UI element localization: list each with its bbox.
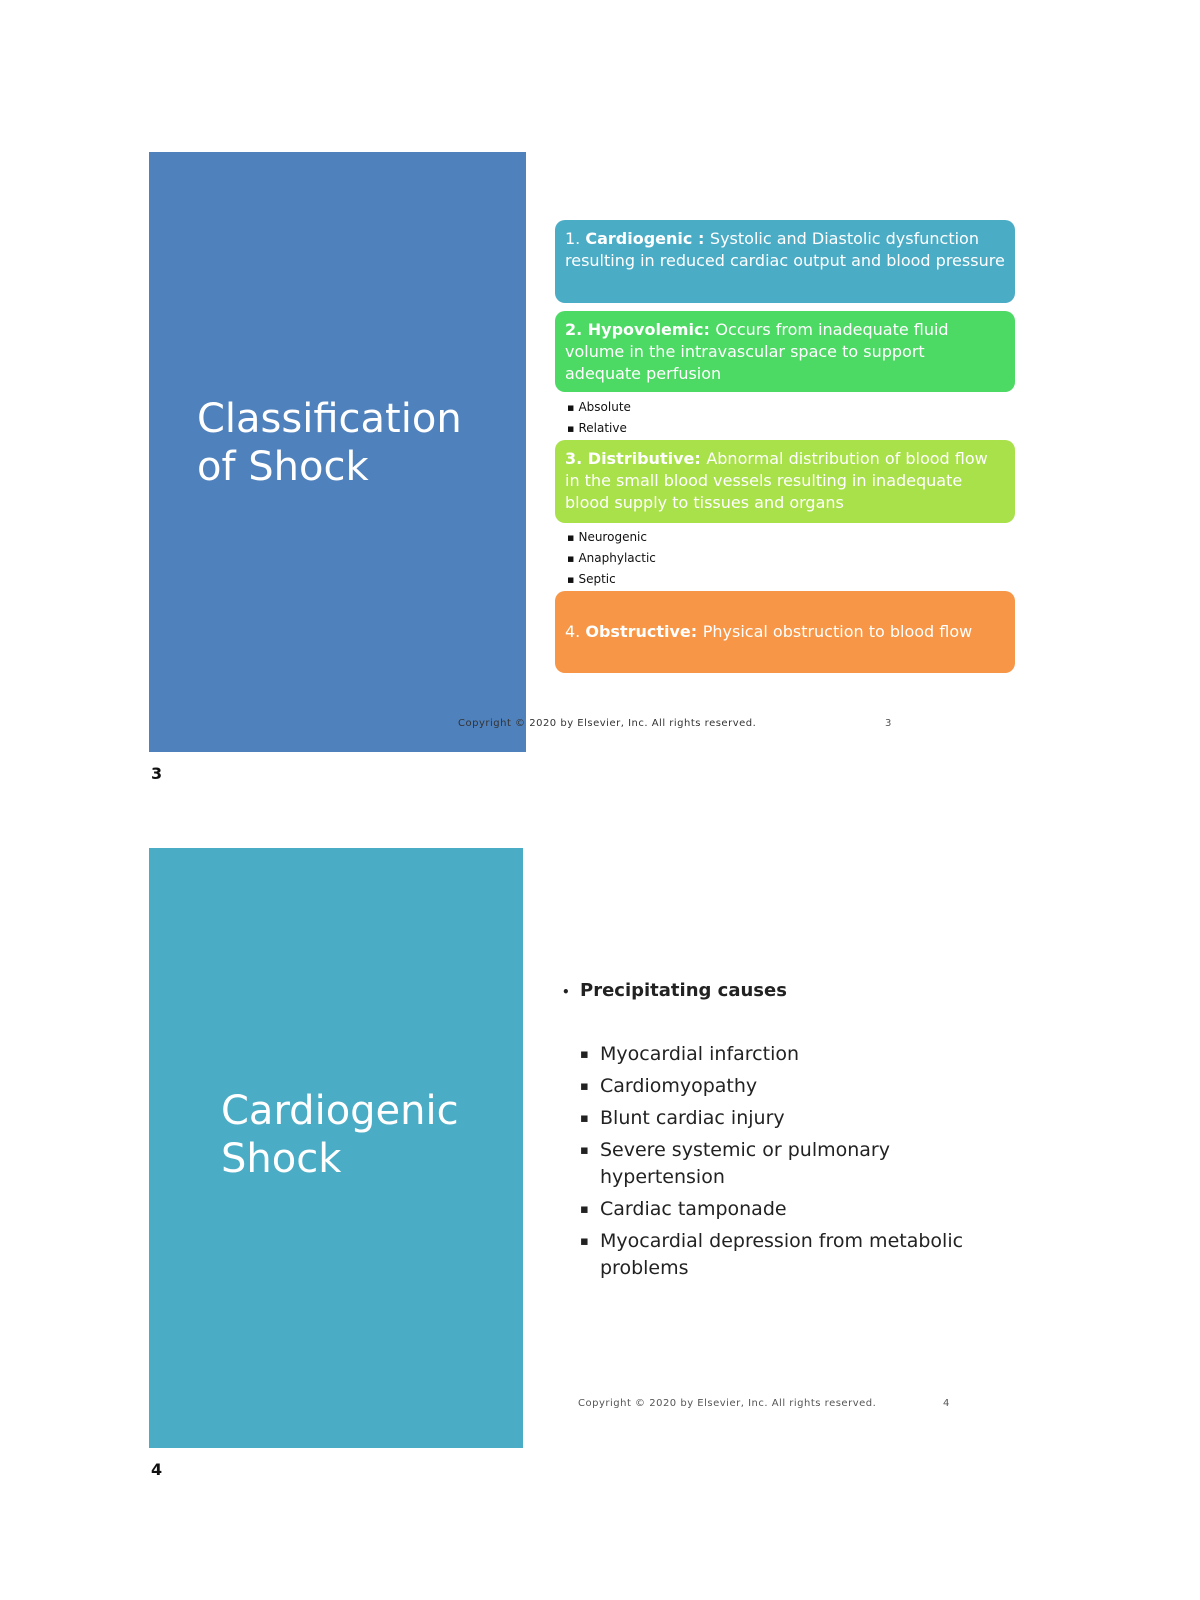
footer-slide-number: 4 (943, 1398, 950, 1409)
subtype-item: ▪ Anaphylactic (567, 548, 656, 569)
footer-copyright: Copyright © 2020 by Elsevier, Inc. All rights reserved. (458, 718, 757, 729)
card-description: Physical obstruction to blood flow (702, 622, 973, 641)
card-obstructive (555, 591, 1015, 673)
slide-classification-of-shock (149, 152, 1023, 752)
page-number: 3 (151, 764, 163, 783)
card-description: Occurs from inadequate fluid volume in the intravascular space to support adequate perfusion (565, 320, 949, 383)
card-lead: 1. (565, 229, 586, 248)
card-hypovolemic (555, 311, 1015, 392)
slide-title-line-1: Cardiogenic (221, 1088, 459, 1134)
subtype-item: ▪ Relative (567, 418, 631, 439)
hypovolemic-subtypes (567, 397, 631, 439)
subtype-item: ▪ Septic (567, 569, 656, 590)
precipitating-causes (562, 980, 982, 1287)
card-cardiogenic (555, 220, 1015, 303)
footer-copyright: Copyright © 2020 by Elsevier, Inc. All rights reserved. (578, 1398, 877, 1409)
cause-item: ▪ Blunt cardiac injury (600, 1105, 982, 1132)
title-panel (149, 848, 523, 1448)
cause-item: ▪ Myocardial depression from metabolic problems (600, 1228, 982, 1282)
cause-item: ▪ Cardiomyopathy (600, 1073, 982, 1100)
card-distributive (555, 440, 1015, 523)
cause-item: ▪ Myocardial infarction (600, 1041, 982, 1068)
card-term: Obstructive: (585, 622, 703, 641)
slide-cardiogenic-shock (149, 848, 1023, 1448)
card-description: Abnormal distribution of blood flow in the small blood vessels resulting in inadequate blood supply to tissues and organs (565, 449, 988, 512)
slide-title (197, 395, 462, 491)
slide-title (221, 1087, 459, 1183)
causes-heading: • Precipitating causes (562, 980, 982, 1001)
card-description: Systolic and Diastolic dysfunction resulting in reduced cardiac output and blood pressure (565, 229, 1005, 270)
subtype-item: ▪ Absolute (567, 397, 631, 418)
card-term: 2. Hypovolemic: (565, 320, 716, 339)
distributive-subtypes (567, 527, 656, 590)
card-lead: 4. (565, 622, 586, 641)
slide-title-line-1: Classification (197, 396, 462, 442)
cause-item: ▪ Cardiac tamponade (600, 1196, 982, 1223)
card-term: Cardiogenic : (585, 229, 710, 248)
cause-item: ▪ Severe systemic or pulmonary hypertension (600, 1137, 982, 1191)
footer-slide-number: 3 (885, 718, 892, 729)
subtype-item: ▪ Neurogenic (567, 527, 656, 548)
card-term: 3. Distributive: (565, 449, 707, 468)
causes-list (562, 1041, 982, 1282)
page-number: 4 (151, 1460, 163, 1479)
title-panel (149, 152, 526, 752)
slide-title-line-2: of Shock (197, 444, 369, 490)
slide-title-line-2: Shock (221, 1136, 342, 1182)
